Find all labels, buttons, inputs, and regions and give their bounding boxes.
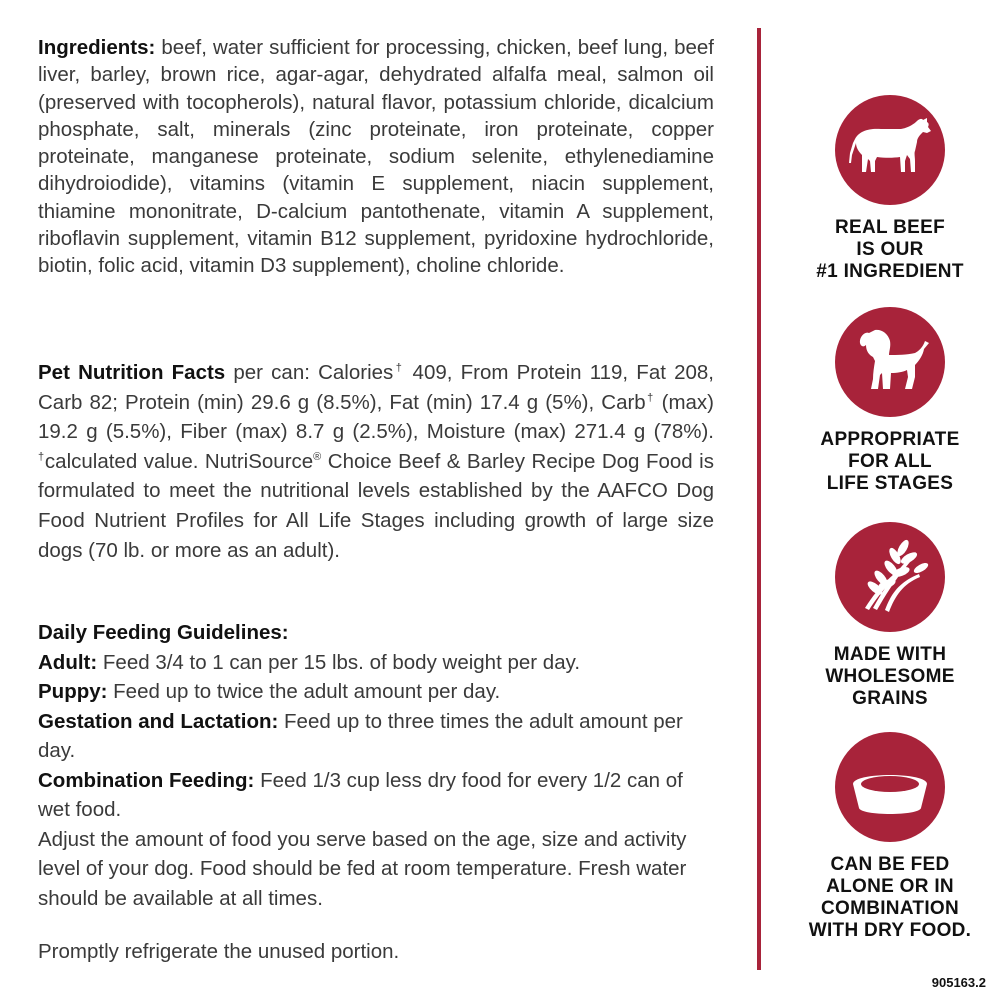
badge-caption [780, 217, 1000, 283]
caption-line: MADE WITH [833, 644, 947, 665]
caption-line: ALONE OR IN [826, 876, 954, 897]
caption-line: WHOLESOME [825, 666, 955, 687]
badge-combination [780, 732, 1000, 942]
cow-icon [835, 95, 945, 205]
badge-caption [780, 429, 1000, 495]
nutrition-text-5: Choice Beef & Barley Recipe Dog Food is formulated to meet the nutritional levels established by the AAFCO Dog Food Nutrient Profiles for All Life Stages including growth of large size dogs (70 lb. or more as an adult). [38, 449, 714, 562]
combination-label: Combination Feeding: [38, 768, 255, 792]
caption-line: GRAINS [852, 688, 928, 709]
ingredients-text: beef, water sufficient for processing, chicken, beef lung, beef liver, barley, brown rice, agar-agar, dehydrated alfalfa meal, salmon oil (preserved with tocopherols), natural flavor, potassium chloride, dicalcium phosphate, salt, minerals (zinc proteinate, iron proteinate, copper proteinate, manganese proteinate, sodium selenite, ethylenediamine dihydroiodide), vitamins (vitamin E supplement, niacin supplement, thiamine mononitrate, D-calcium pantothenate, vitamin A supplement, riboflavin supplement, vitamin B12 supplement, pyridoxine hydrochloride, biotin, folic acid, vitamin D3 supplement), choline chloride. [38, 36, 714, 278]
dagger-mark: † [645, 391, 655, 404]
caption-line: CAN BE FED [830, 854, 950, 875]
badge-caption [780, 644, 1000, 710]
gestation-text: Feed up to three times the adult amount per day. [38, 709, 683, 762]
product-code: 905163.2 [931, 975, 986, 990]
nutrition-label: Pet Nutrition Facts [38, 361, 226, 384]
feeding-guidelines [38, 618, 714, 913]
adjust-guideline: Adjust the amount of food you serve based on the age, size and activity level of your dog. Food should be fed at room temperature. Fresh water should be available at all times. [38, 827, 687, 910]
combination-text: Feed 1/3 cup less dry food for every 1/2 can of wet food. [38, 768, 683, 821]
adult-guideline [38, 648, 714, 678]
nutrition-text-3: (max) 19.2 g (5.5%), Fiber (max) 8.7 g (2.5%), Moisture (max) 271.4 g (78%). [38, 390, 715, 444]
adult-label: Adult: [38, 650, 98, 674]
badge-caption [780, 854, 1000, 942]
caption-line: #1 INGREDIENT [816, 261, 964, 282]
badge-wholesome-grains [780, 522, 1000, 710]
gestation-guideline [38, 707, 714, 766]
ingredients-paragraph [38, 34, 714, 280]
nutrition-paragraph [38, 358, 714, 565]
combination-guideline [38, 766, 714, 825]
badge-real-beef [780, 95, 1000, 283]
bowl-icon [835, 732, 945, 842]
puppy-guideline [38, 677, 714, 707]
storage-note: Promptly refrigerate the unused portion. [38, 940, 400, 963]
dagger-mark: † [38, 450, 45, 463]
gestation-label: Gestation and Lactation: [38, 709, 279, 733]
puppy-label: Puppy: [38, 680, 108, 703]
caption-line: LIFE STAGES [826, 473, 954, 494]
adult-text: Feed 3/4 to 1 can per 15 lbs. of body weight per day. [97, 650, 581, 674]
puppy-text: Feed up to twice the adult amount per day. [107, 680, 501, 703]
badge-life-stages [780, 307, 1000, 495]
grain-icon [835, 522, 945, 632]
puppy-icon [835, 307, 945, 417]
nutrition-text-1: per can: Calories [225, 361, 394, 384]
feeding-heading: Daily Feeding Guidelines: [38, 621, 289, 644]
dagger-mark: † [393, 362, 405, 375]
caption-line: APPROPRIATE [820, 429, 960, 450]
nutrition-text-2: 409, From Protein 119, Fat 208, Carb 82; Protein (min) 29.6 g (8.5%), Fat (min) 17.4 g (5%), Carb [38, 361, 714, 414]
caption-line: WITH DRY FOOD. [808, 920, 972, 941]
caption-line: FOR ALL [848, 451, 932, 472]
registered-mark: ® [313, 450, 322, 463]
caption-line: COMBINATION [820, 898, 960, 919]
ingredients-label: Ingredients: [38, 36, 156, 59]
caption-line: IS OUR [856, 239, 924, 260]
divider-rule [757, 28, 761, 970]
nutrition-text-4: calculated value. NutriSource [44, 449, 314, 473]
caption-line: REAL BEEF [834, 217, 946, 238]
